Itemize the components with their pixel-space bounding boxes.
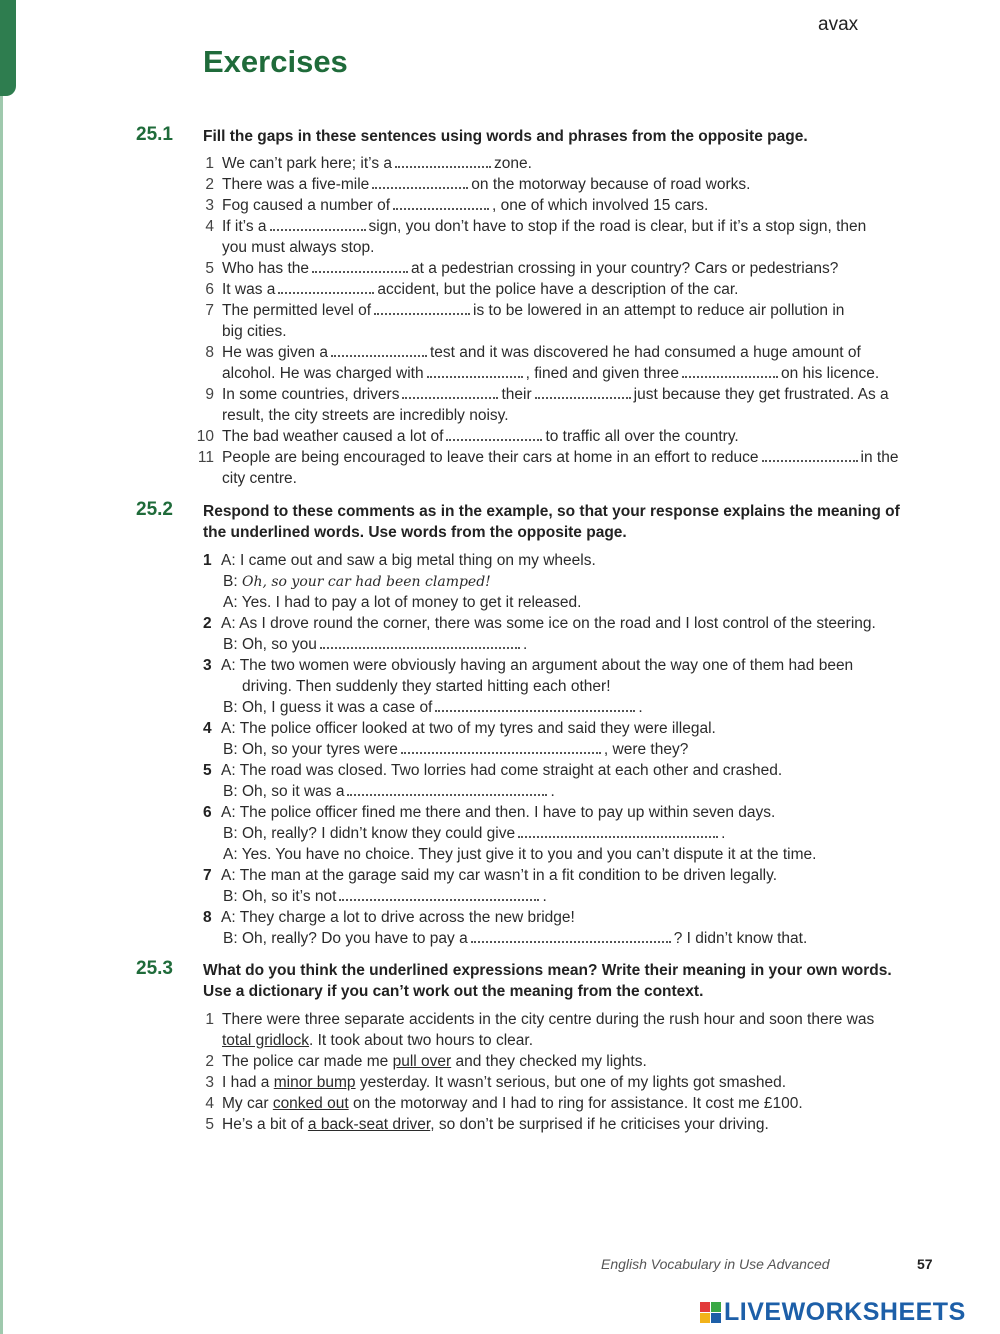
ex1-item-9-cont: result, the city streets are incredibly noisy. [222,407,509,424]
footer-book-title: English Vocabulary in Use Advanced [601,1256,830,1272]
liveworksheets-logo-icon [700,1302,721,1323]
ex2-item-6-a: 6 A: The police officer fined me there and then. I have to pay up within seven days. [203,804,776,821]
exercise-number: 25.3 [136,958,173,979]
answer-gap[interactable] [395,154,491,168]
liveworksheets-logo[interactable] [700,1298,966,1327]
ex1-item-2: 2 There was a five-mile on the motorway because of road works. [205,176,751,193]
watermark-text: avax [818,14,859,35]
ex2-item-3-a-cont: driving. Then suddenly they started hitting each other! [242,678,611,695]
answer-gap[interactable] [331,343,427,357]
ex3-item-2: 2 The police car made me pull over and they checked my lights. [205,1053,647,1070]
ex2-item-4-b: B: Oh, so your tyres were , were they? [223,741,689,758]
answer-gap[interactable] [374,301,470,315]
ex1-item-10: 10 The bad weather caused a lot of to traffic all over the country. [196,428,739,445]
ex2-item-6-b: B: Oh, really? I didn’t know they could give . [223,825,726,842]
ex1-item-11-cont: city centre. [222,470,297,487]
ex1-item-11: 11 People are being encouraged to leave their cars at home in an effort to reduce in the [197,449,899,466]
answer-gap[interactable] [401,740,601,754]
liveworksheets-logo-text: LIVEWORKSHEETS [724,1298,966,1326]
ex1-item-1: 1 We can’t park here; it’s a zone. [205,155,532,172]
logo-square [700,1302,710,1312]
answer-gap[interactable] [270,217,366,231]
footer-page-number: 57 [917,1256,933,1272]
ex1-item-7: 7 The permitted level of is to be lowered in an attempt to reduce air pollution in [205,302,845,319]
ex2-item-2-b: B: Oh, so you . [223,636,528,653]
answer-gap[interactable] [446,427,542,441]
answer-gap[interactable] [320,635,520,649]
ex2-item-5-b: B: Oh, so it was a . [223,783,555,800]
logo-square [700,1313,710,1323]
ex3-item-1: 1 There were three separate accidents in the city centre during the rush hour and soon there was [205,1011,875,1028]
ex2-item-4-a: 4 A: The police officer looked at two of my tyres and said they were illegal. [203,720,716,737]
ex2-item-7-a: 7 A: The man at the garage said my car wasn’t in a fit condition to be driven legally. [203,867,778,884]
ex2-item-3-b: B: Oh, I guess it was a case of . [223,699,643,716]
ex3-item-5: 5 He’s a bit of a back-seat driver, so don’t be surprised if he criticises your driving. [205,1116,769,1133]
answer-gap[interactable] [339,887,539,901]
answer-gap[interactable] [347,782,547,796]
answer-gap[interactable] [393,196,489,210]
exercise-number: 25.2 [136,499,173,520]
answer-gap[interactable] [518,824,718,838]
ex1-item-4: 4 If it’s a sign, you don’t have to stop if the road is clear, but if it’s a stop sign, then [205,218,867,235]
ex1-item-7-cont: big cities. [222,323,287,340]
ex1-item-4-cont: you must always stop. [222,239,375,256]
answer-gap[interactable] [471,929,671,943]
answer-gap[interactable] [762,448,858,462]
ex1-item-8-cont: alcohol. He was charged with , fined and given three on his licence. [222,365,880,382]
ex1-item-9: 9 In some countries, drivers their just because they get frustrated. As a [205,386,889,403]
ex2-item-7-b: B: Oh, so it’s not . [223,888,547,905]
page-edge-tab [0,0,16,96]
answer-gap[interactable] [312,259,408,273]
logo-square [711,1313,721,1323]
ex3-item-1-cont: total gridlock. It took about two hours to clear. [222,1032,534,1049]
ex2-item-6-c: A: Yes. You have no choice. They just give it to you and you can’t dispute it at the time. [223,846,817,863]
answer-gap[interactable] [402,385,498,399]
ex1-item-5: 5 Who has the at a pedestrian crossing in your country? Cars or pedestrians? [205,260,839,277]
page-edge-line [0,96,3,1334]
exercise-instruction: What do you think the underlined expressions mean? Write their meaning in your own words. Use a dictionary if you can’t work out the meaning from the context. [203,962,892,1000]
ex3-item-3: 3 I had a minor bump yesterday. It wasn’t serious, but one of my lights got smashed. [205,1074,787,1091]
logo-square [711,1302,721,1312]
ex2-item-2-a: 2 A: As I drove round the corner, there was some ice on the road and I lost control of the steering. [203,615,876,632]
ex2-item-5-a: 5 A: The road was closed. Two lorries had come straight at each other and crashed. [203,762,783,779]
ex2-item-1-b: B: Oh, so your car had been clamped! [223,573,491,590]
answer-gap[interactable] [278,280,374,294]
ex2-item-1-c: A: Yes. I had to pay a lot of money to get it released. [223,594,582,611]
exercise-instruction: Fill the gaps in these sentences using words and phrases from the opposite page. [203,128,808,145]
ex1-item-6: 6 It was a accident, but the police have a description of the car. [205,281,739,298]
answer-gap[interactable] [372,175,468,189]
ex1-item-8: 8 He was given a test and it was discovered he had consumed a huge amount of [205,344,861,361]
ex2-item-8-a: 8 A: They charge a lot to drive across the new bridge! [203,909,575,926]
answer-gap[interactable] [427,364,523,378]
exercise-instruction: Respond to these comments as in the example, so that your response explains the meaning of the underlined words. Use words from the opposite page. [203,503,900,541]
exercise-number: 25.1 [136,124,173,145]
answer-gap[interactable] [535,385,631,399]
ex2-item-1-a: 1 A: I came out and saw a big metal thing on my wheels. [203,552,596,569]
ex2-item-3-a: 3 A: The two women were obviously having an argument about the way one of them had been [203,657,854,674]
page-title: Exercises [203,44,348,79]
answer-gap[interactable] [435,698,635,712]
ex1-item-3: 3 Fog caused a number of , one of which involved 15 cars. [205,197,709,214]
ex3-item-4: 4 My car conked out on the motorway and I had to ring for assistance. It cost me £100. [205,1095,803,1112]
answer-gap[interactable] [682,364,778,378]
ex2-item-8-b: B: Oh, really? Do you have to pay a ? I didn’t know that. [223,930,808,947]
